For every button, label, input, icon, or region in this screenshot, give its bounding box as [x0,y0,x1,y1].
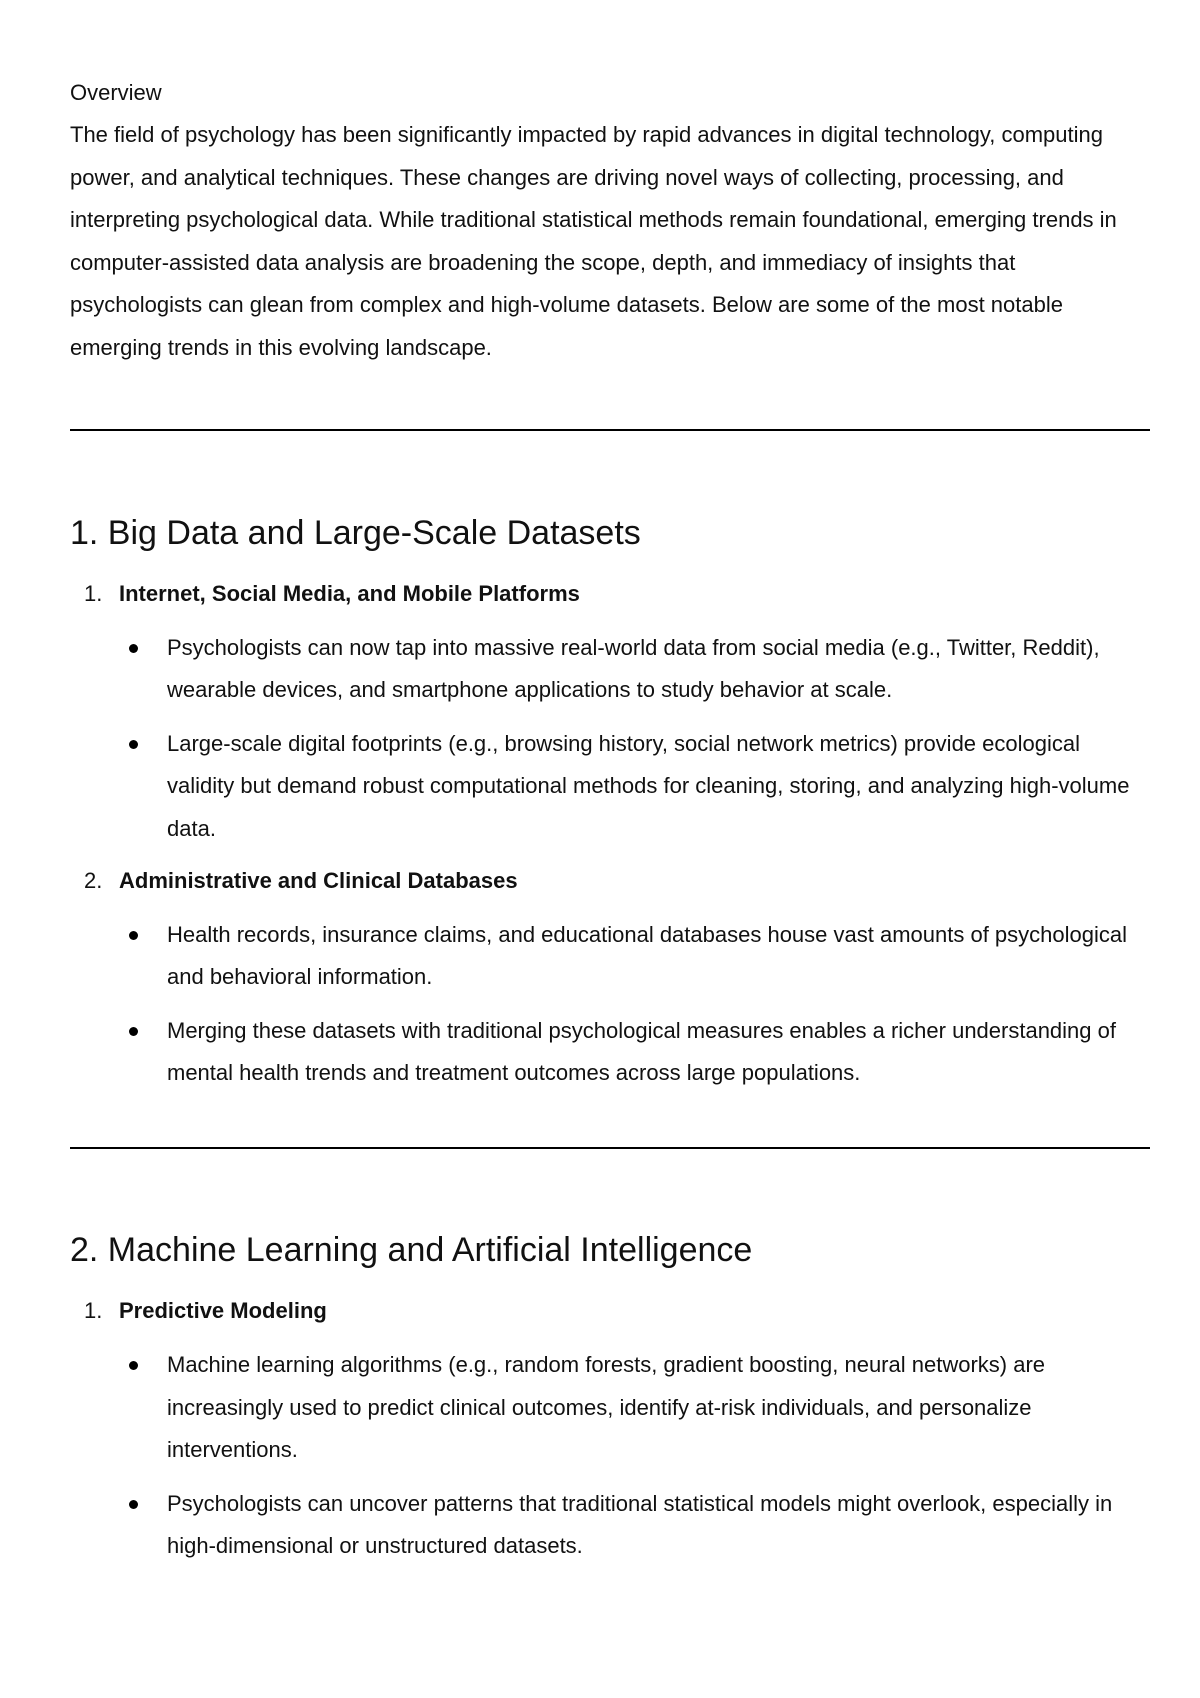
numbered-item [70,862,1150,900]
bullet-item [70,1010,1150,1095]
bullet-text: Psychologists can now tap into massive real-world data from social media (e.g., Twitter, Reddit), wearable devices, and smartphone applications to study behavior at scale. [167,634,1100,703]
section-divider [70,429,1150,431]
bullet-item [70,723,1150,851]
bullet-list [70,914,1150,1095]
bullet-item [70,627,1150,712]
section-heading-big-data: 1. Big Data and Large-Scale Datasets [70,513,641,552]
bullet-text: Merging these datasets with traditional psychological measures enables a richer understanding of mental health trends and treatment outcomes across large populations. [167,1017,1116,1086]
item-title: Predictive Modeling [119,1297,327,1323]
bullet-item [70,1344,1150,1472]
bullet-list [70,1344,1150,1568]
bullet-list [70,627,1150,851]
numbered-item [70,1292,1150,1330]
bullet-item [70,914,1150,999]
item-number: 2. [84,867,103,893]
bullet-text: Health records, insurance claims, and educational databases house vast amounts of psychological and behavioral information. [167,921,1127,990]
numbered-item [70,575,1150,613]
item-title: Administrative and Clinical Databases [119,867,518,893]
overview-title: Overview [70,80,162,105]
bullet-text: Machine learning algorithms (e.g., random forests, gradient boosting, neural networks) are increasingly used to predict clinical outcomes, identify at-risk individuals, and personalize interventions. [167,1351,1046,1463]
document-page [70,78,1150,1579]
section-heading-machine-learning: 2. Machine Learning and Artificial Intelligence [70,1230,753,1269]
bullet-text: Psychologists can uncover patterns that traditional statistical models might overlook, especially in high-dimensional or unstructured datasets. [167,1490,1113,1559]
bullet-item [70,1483,1150,1568]
overview-paragraph: The field of psychology has been significantly impacted by rapid advances in digital technology, computing power, and analytical techniques. These changes are driving novel ways of collecting, processing, and interpreting psychological data. While traditional statistical methods remain foundational, emerging trends in computer-assisted data analysis are broadening the scope, depth, and immediacy of insights that psychologists can glean from complex and high-volume datasets. Below are some of the most notable emerging trends in this evolving landscape. [70,122,1117,360]
item-number: 1. [84,1297,103,1323]
section-divider [70,1147,1150,1149]
bullet-text: Large-scale digital footprints (e.g., browsing history, social network metrics) provide ecological validity but demand robust computational methods for cleaning, storing, and analyzing high-volume data. [167,730,1130,841]
item-title: Internet, Social Media, and Mobile Platforms [119,580,580,606]
item-number: 1. [84,580,103,606]
